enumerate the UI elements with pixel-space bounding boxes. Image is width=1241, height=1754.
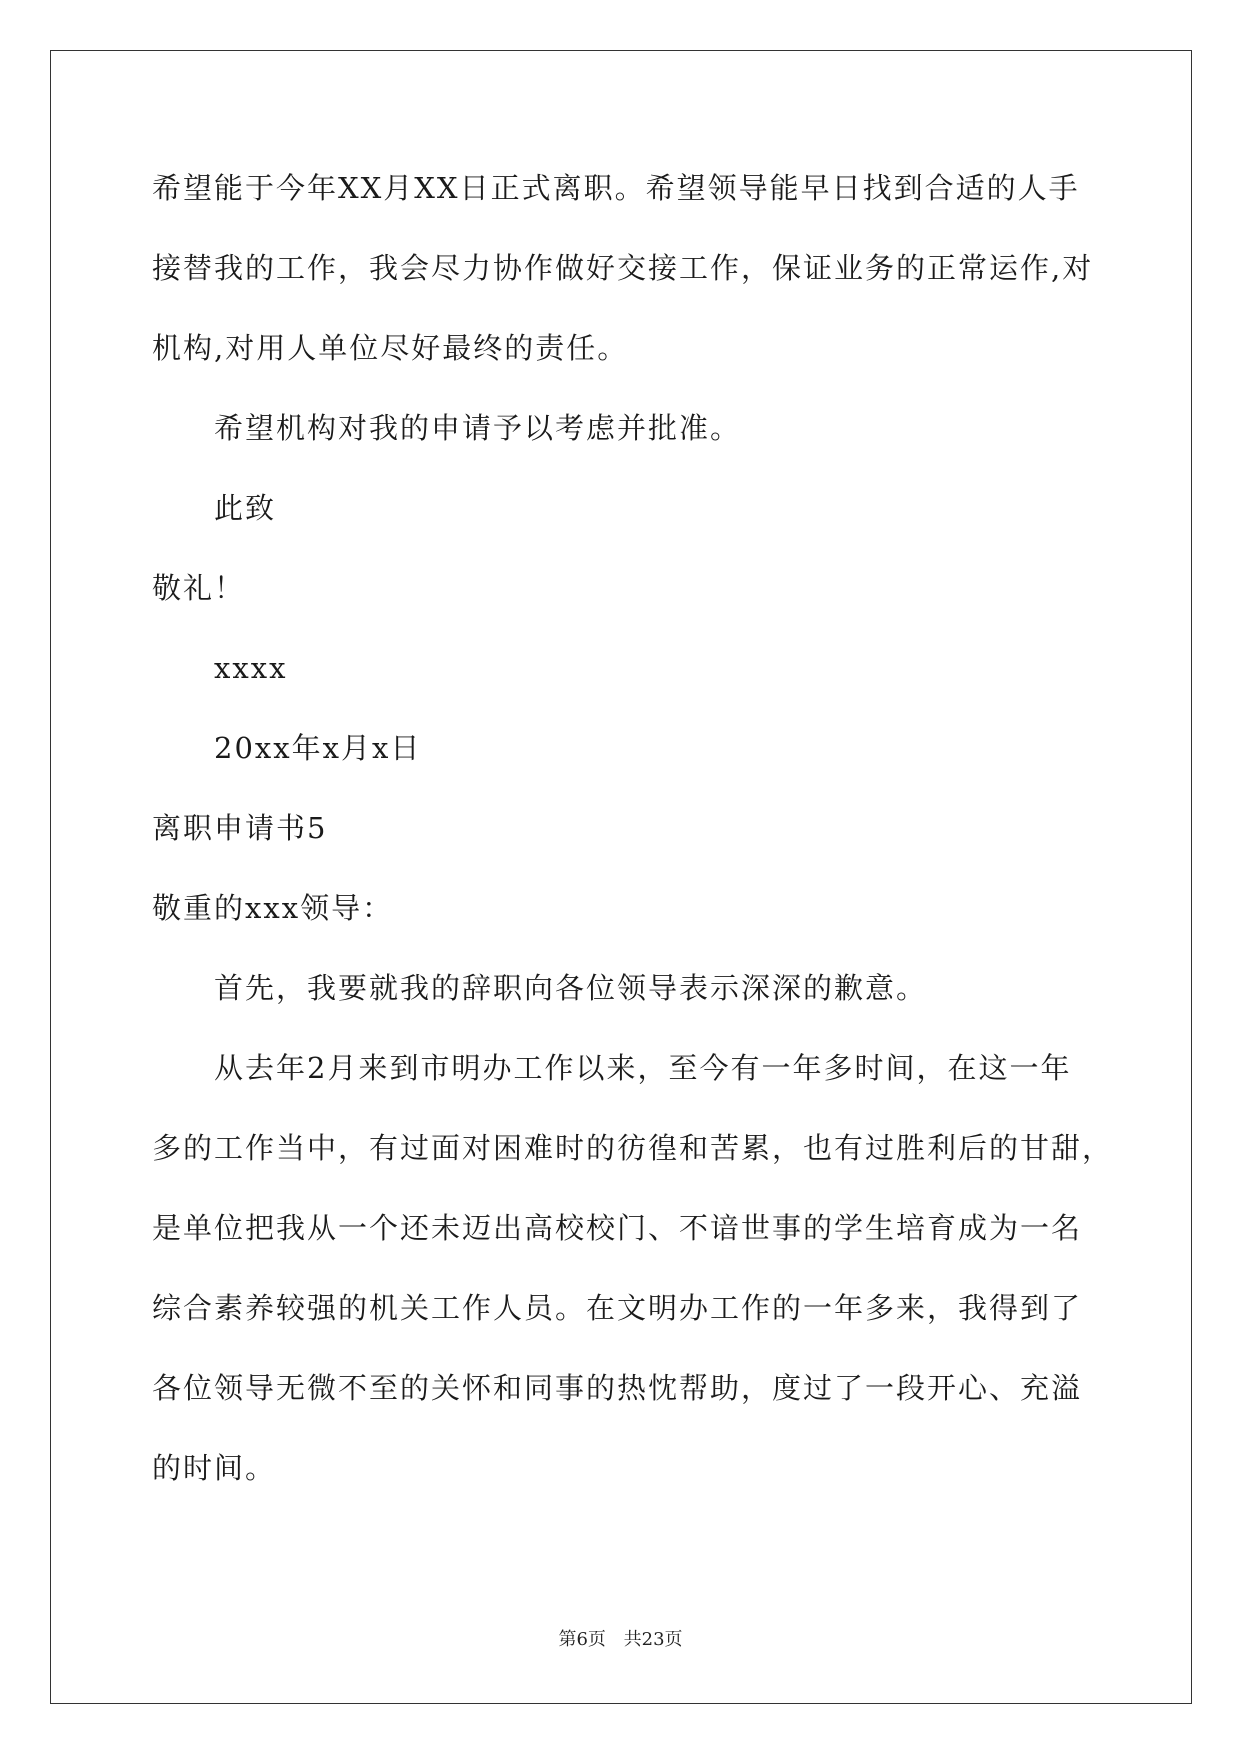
closing-regards: 敬礼！ [152, 571, 246, 605]
body-line-2: 接替我的工作，我会尽力协作做好交接工作，保证业务的正常运作,对 [152, 251, 1094, 285]
body-line-1: 希望能于今年XX月XX日正式离职。希望领导能早日找到合适的人手 [152, 171, 1080, 205]
section-title: 离职申请书5 [152, 811, 328, 845]
letter-greeting: 敬重的xxx领导： [152, 891, 394, 925]
body-line-7: 多的工作当中，有过面对困难时的彷徨和苦累，也有过胜利后的甘甜， [152, 1131, 1114, 1165]
closing-salutation: 此致 [214, 491, 277, 525]
body-line-9: 综合素养较强的机关工作人员。在文明办工作的一年多来，我得到了 [152, 1291, 1083, 1325]
body-line-6: 从去年2月来到市明办工作以来，至今有一年多时间，在这一年 [214, 1051, 1072, 1085]
body-line-3: 机构,对用人单位尽好最终的责任。 [152, 331, 629, 365]
signature-name: xxxx [214, 651, 288, 685]
page-total: 共23页 [623, 1629, 683, 1650]
body-line-10: 各位领导无微不至的关怀和同事的热忱帮助，度过了一段开心、充溢 [152, 1371, 1083, 1405]
body-line-5: 首先，我要就我的辞职向各位领导表示深深的歉意。 [214, 971, 928, 1005]
body-line-4: 希望机构对我的申请予以考虑并批准。 [214, 411, 742, 445]
body-line-8: 是单位把我从一个还未迈出高校校门、不谙世事的学生培育成为一名 [152, 1211, 1083, 1245]
signature-date: 20xx年x月x日 [214, 731, 422, 765]
page-footer [0, 1628, 1241, 1652]
page-number: 第6页 [558, 1629, 606, 1650]
body-line-11: 的时间。 [152, 1451, 277, 1485]
